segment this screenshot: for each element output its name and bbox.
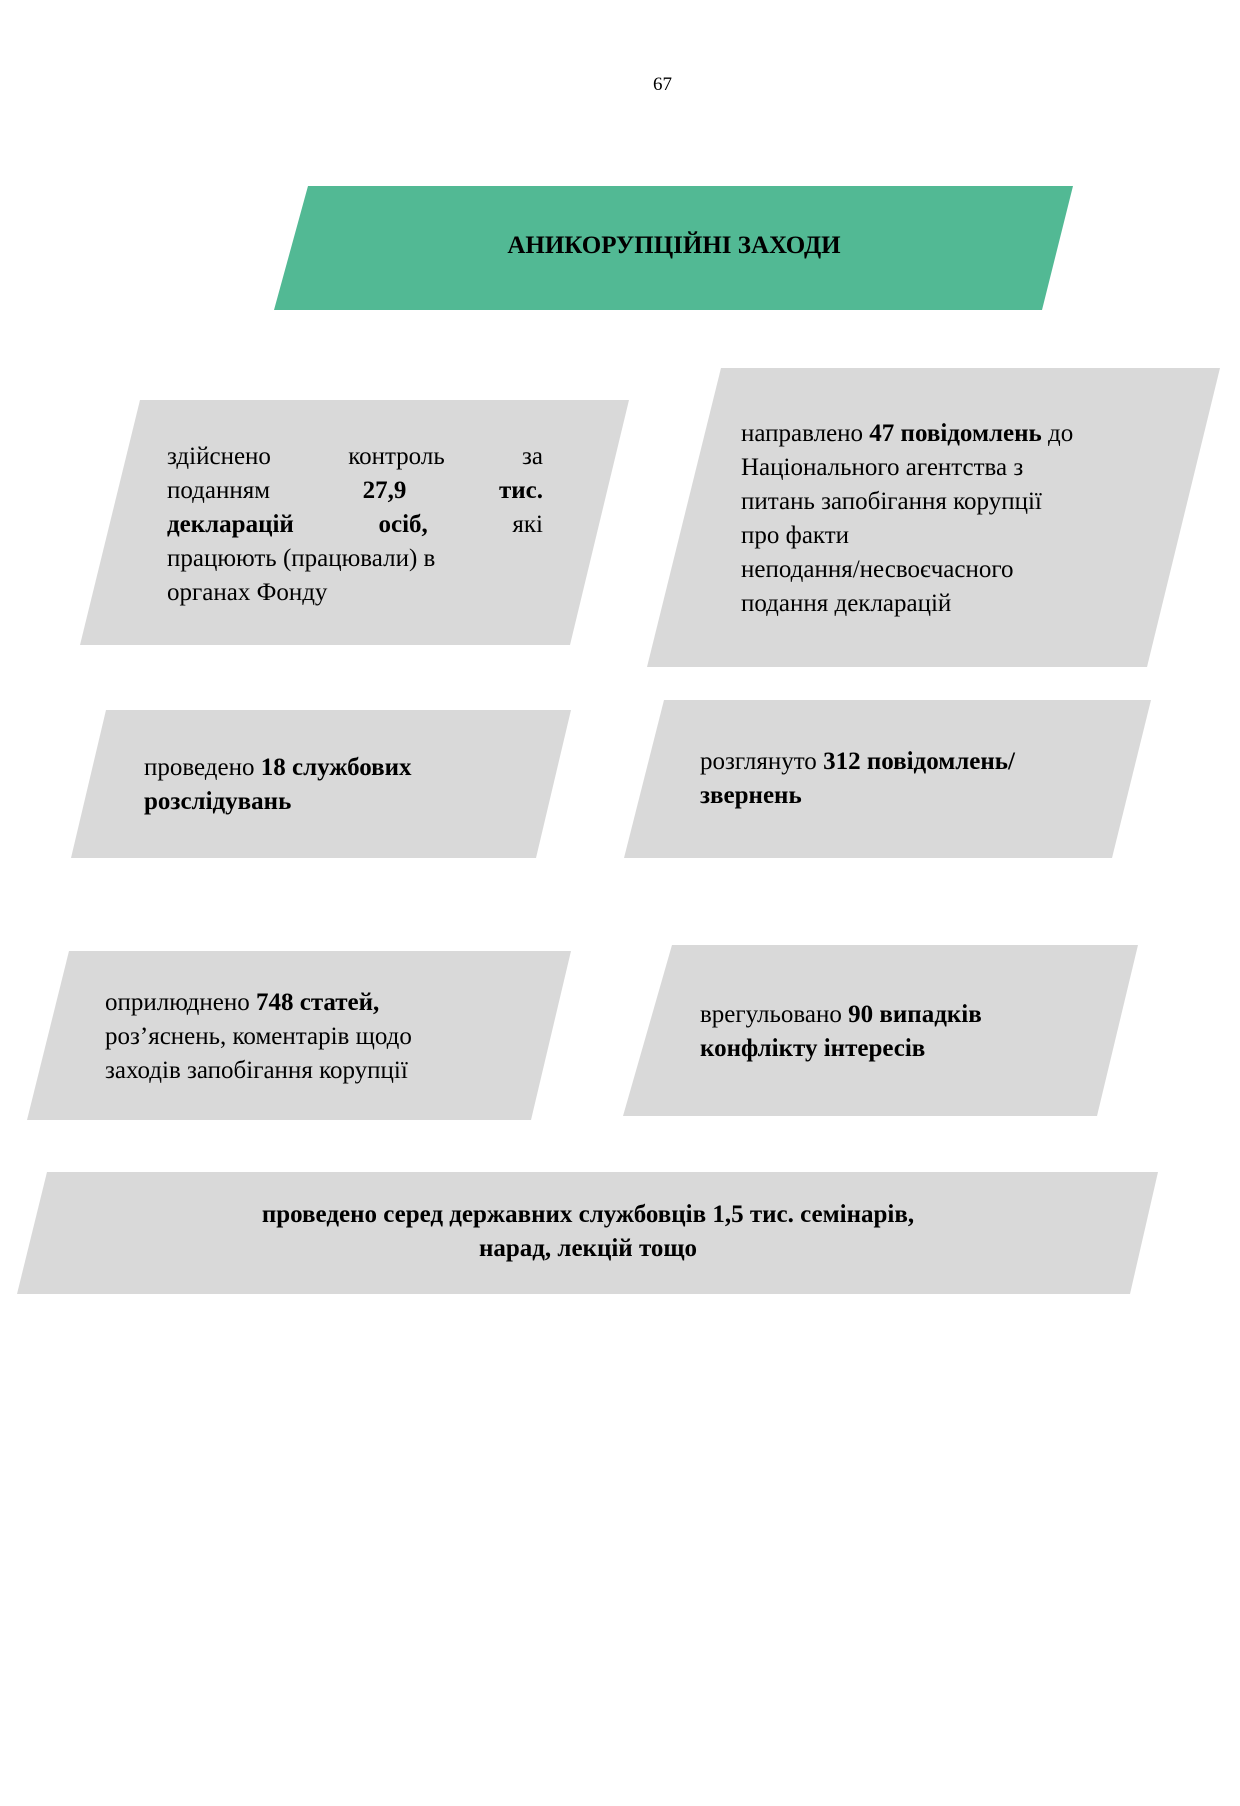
header-title: АНИКОРУПЦІЙНІ ЗАХОДИ	[507, 232, 841, 259]
text-line: заходів запобігання корупції	[105, 1057, 408, 1084]
text-line: подання декларацій	[741, 590, 952, 617]
text-line: оприлюднено 748 статей,	[105, 989, 380, 1016]
box-text	[700, 998, 1100, 1066]
text-line: розслідувань	[144, 788, 292, 815]
text-line: розглянуто 312 повідомлень/	[700, 748, 1015, 775]
text-line: звернень	[700, 782, 802, 809]
text-line: роз’яснень, коментарів щодо	[105, 1023, 412, 1050]
text-line: проведено серед державних службовців 1,5 тис. семінарів,	[261, 1201, 915, 1228]
box-nazk-notifications	[647, 368, 1221, 667]
box-text	[105, 986, 535, 1088]
text-line: здійснено контроль за	[167, 443, 543, 470]
box-internal-investigations	[71, 710, 572, 858]
text-line: направлено 47 повідомлень до	[741, 420, 1074, 447]
text-line: врегульовано 90 випадків	[700, 1001, 982, 1028]
text-line: органах Фонду	[167, 579, 328, 606]
box-text	[17, 1198, 1159, 1266]
text-line: неподання/несвоєчасного	[741, 556, 1014, 583]
text-line: питань запобігання корупції	[741, 488, 1042, 515]
text-line: про факти	[741, 522, 850, 549]
box-text	[167, 440, 543, 610]
box-text	[144, 751, 544, 819]
text-line: Національного агентства з	[741, 454, 1024, 481]
box-seminars	[17, 1172, 1159, 1294]
text-line: декларацій осіб, які	[167, 511, 543, 538]
text-line: конфлікту інтересів	[700, 1035, 926, 1062]
text-line: нарад, лекцій тощо	[478, 1235, 698, 1262]
box-text	[741, 417, 1181, 621]
box-declarations-control	[80, 400, 630, 645]
box-reviewed-reports	[624, 700, 1152, 858]
page-number: 67	[653, 74, 672, 95]
text-line: поданням 27,9 тис.	[167, 477, 543, 504]
text-line: працюють (працювали) в	[167, 545, 436, 572]
box-published-articles	[27, 951, 572, 1120]
box-conflict-of-interest	[623, 945, 1139, 1116]
header-banner	[274, 186, 1074, 310]
box-text	[700, 745, 1120, 813]
text-line: проведено 18 службових	[144, 754, 412, 781]
